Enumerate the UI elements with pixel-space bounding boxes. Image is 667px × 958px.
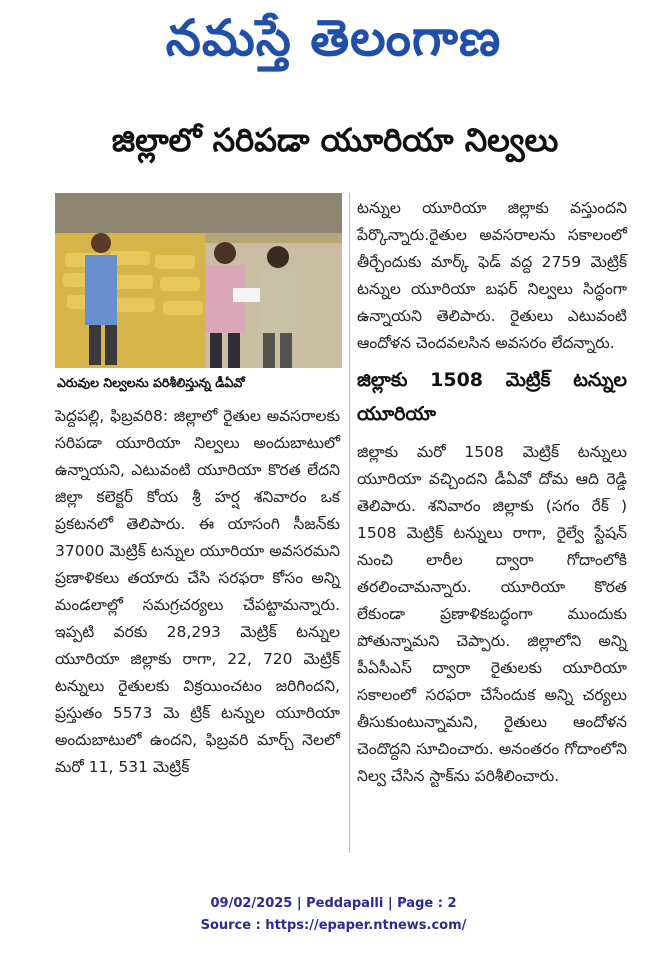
- masthead: [0, 0, 667, 82]
- article-headline: జిల్లాలో సరిపడా యూరియా నిల్వలు: [111, 121, 559, 159]
- newspaper-logo: నమస్తే తెలంగాణ: [165, 9, 502, 67]
- photo-caption: ఎరువుల నిల్వలను పరిశీలిస్తున్న డీఏవో: [57, 375, 245, 390]
- warehouse-photo-illustration: [55, 193, 342, 368]
- article-column-left: [55, 403, 340, 863]
- article-column-right: [357, 195, 627, 790]
- footer-source-link[interactable]: Source : https://epaper.ntnews.com/: [200, 918, 467, 933]
- article-paragraph: టన్నుల యూరియా జిల్లాకు వస్తుందని పేర్కొన్నారు.రైతుల అవసరాలను సకాలంలో తీర్చేందుకు మార్క్ ఫెడ్ వద్ద 2759 మెట్రిక్ టన్నుల యూరియా బఫర్ నిల్వలు సిద్ధంగా ఉన్నాయని తెలిపారు. రైతులు ఎటువంటి ఆందోళన చెందవలసిన అవసరం లేదన్నారు.: [357, 199, 627, 352]
- article-paragraph: జిల్లాకు మరో 1508 మెట్రిక్ టన్నులు యూరియా వచ్చిందని డీఏవో దోమ ఆది రెడ్డి తెలిపారు. శనివారం జిల్లాకు (సగం రేక్ ) 1508 మెట్రిక్ టన్నులు రాగా, రైల్వే స్టేషన్ నుంచి లారీల ద్వారా గోదాంలోకి తరలించామన్నారు. యూరియా కొరత లేకుండా ప్రణాళికబద్ధంగా ముందుకు పోతున్నామని చెప్పారు. జిల్లాలోని అన్ని పీఏసీఎస్ ద్వారా రైతులకు యూరియా సకాలంలో సరఫరా చేసేందుక అన్ని చర్యలు తీసుకుంటున్నామని, రైతులు ఆందోళన చెందొద్దని సూచించారు. అనంతరం గోదాంలోని నిల్వ చేసిన స్టాక్‌ను పరిశీలించారు.: [357, 443, 627, 785]
- article-photo: [55, 193, 342, 368]
- article-paragraph: పెద్దపల్లి, ఫిబ్రవరి8: జిల్లాలో రైతుల అవసరాలకు సరిపడా యూరియా నిల్వలు అందుబాటులో ఉన్నాయని, ఎటువంటి యూరియా కొరత లేదని జిల్లా కలెక్టర్ కోయ శ్రీ హర్ష శనివారం ఒక ప్రకటనలో తెలిపారు. ఈ యాసంగి సీజన్‌కు 37000 మెట్రిక్ టన్నుల యూరియా అవసరమని ప్రణాళికలు తయారు చేసి సరఫరా కోసం అన్ని మండలాల్లో సమగ్రచర్యలు చేపట్టామన్నారు. ఇప్పటి వరకు 28,293 మెట్రిక్ టన్నుల యూరియా జిల్లాకు రాగా, 22, 720 మెట్రిక్ టన్నులు రైతులకు విక్రయించటం జరిగిందని, ప్రస్తుతం 5573 మె ట్రిక్ టన్నుల యూరియా అందుబాటులో ఉందని, ఫిబ్రవరి మార్చ్ నెలలో మరో 11, 531 మెట్రిక్: [55, 407, 340, 776]
- footer-date-edition: 09/02/2025 | Peddapalli | Page : 2: [210, 896, 457, 911]
- article-subheading: జిల్లాకు 1508 మెట్రిక్ టన్నుల యూరియా: [357, 369, 627, 425]
- column-divider: [349, 193, 350, 853]
- page-footer: [0, 893, 667, 937]
